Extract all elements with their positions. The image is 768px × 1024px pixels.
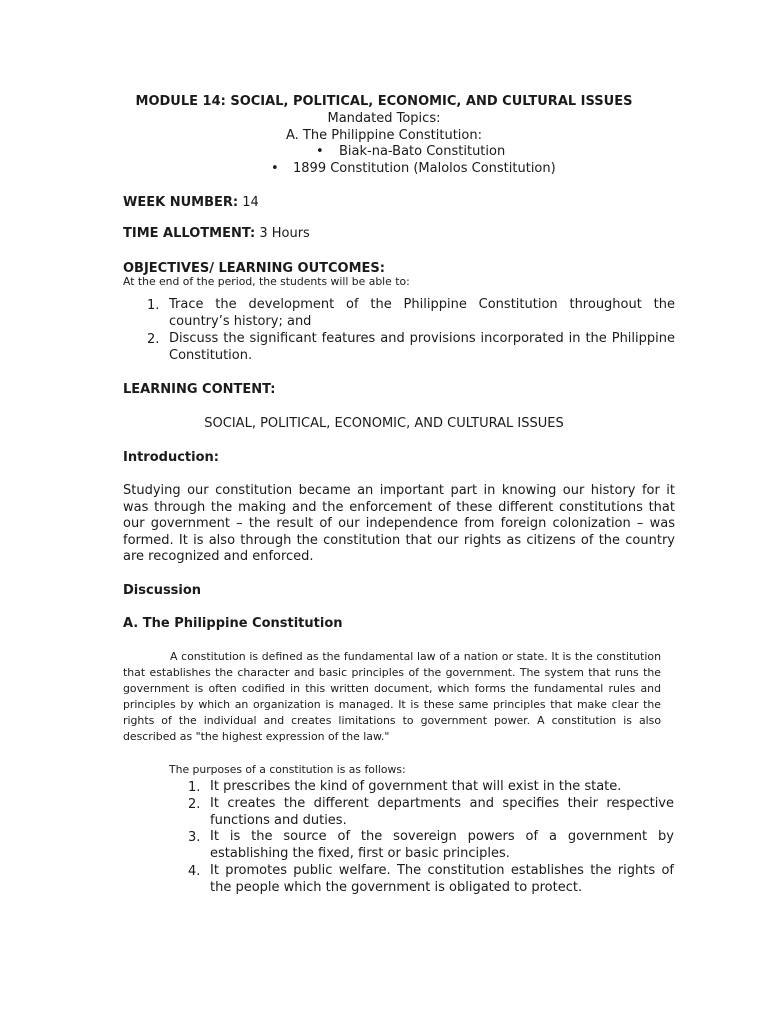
purposes-intro: The purposes of a constitution is as follows: <box>169 763 406 776</box>
list-number: 2. <box>188 797 201 812</box>
objective-1-text: Trace the development of the Philippine Constitution throughout the country’s history; and <box>169 297 675 329</box>
purpose-3-text: It is the source of the sovereign powers of a government by establishing the fixed, first or basic principles. <box>210 829 674 861</box>
mandated-topics-label: Mandated Topics: <box>327 111 441 126</box>
list-number: 1. <box>188 780 201 795</box>
week-number-label: WEEK NUMBER: <box>123 195 239 210</box>
section-a-heading: A. The Philippine Constitution <box>123 616 343 631</box>
objective-2-text: Discuss the significant features and provisions incorporated in the Philippine Constitution. <box>169 331 675 363</box>
module-title: MODULE 14: SOCIAL, POLITICAL, ECONOMIC, AND CULTURAL ISSUES <box>135 94 633 109</box>
bullet-icon: • <box>271 161 279 176</box>
list-number: 2. <box>147 332 160 347</box>
list-number: 1. <box>147 298 160 313</box>
topic-a-label: A. The Philippine Constitution: <box>285 128 482 143</box>
objectives-intro: At the end of the period, the students will be able to: <box>123 275 410 288</box>
constitution-definition-paragraph: A constitution is defined as the fundamental law of a nation or state. It is the constitution that establishes the character and basic principles of the government. The system that runs the government is often codified in this written document, which forms the fundamental rules and principles by which an organization is managed. It is these same principles that make clear the rights of the individual and creates limitations to government power. A constitution is also described as "the highest expression of the law." <box>123 650 661 743</box>
learning-content-subtitle: SOCIAL, POLITICAL, ECONOMIC, AND CULTURAL ISSUES <box>204 416 564 431</box>
week-number-value: 14 <box>238 195 259 210</box>
bullet-icon: • <box>316 144 324 159</box>
topic-bullet-2: 1899 Constitution (Malolos Constitution) <box>293 161 556 176</box>
introduction-heading: Introduction: <box>123 450 219 465</box>
purpose-2-text: It creates the different departments and specifies their respective functions and duties. <box>210 796 674 828</box>
list-number: 3. <box>188 830 201 845</box>
purpose-4-text: It promotes public welfare. The constitution establishes the rights of the people which the government is obligated to protect. <box>210 863 674 895</box>
list-number: 4. <box>188 864 201 879</box>
discussion-heading: Discussion <box>123 583 202 598</box>
time-allotment-label: TIME ALLOTMENT: <box>123 226 256 241</box>
objectives-heading: OBJECTIVES/ LEARNING OUTCOMES: <box>123 261 385 276</box>
topic-bullet-1: Biak-na-Bato Constitution <box>339 144 506 159</box>
learning-content-heading: LEARNING CONTENT: <box>123 382 276 397</box>
time-allotment-value: 3 Hours <box>255 226 310 241</box>
purpose-1-text: It prescribes the kind of government that will exist in the state. <box>210 779 622 794</box>
introduction-body: Studying our constitution became an important part in knowing our history for it was through the making and the enforcement of these different constitutions that our government – the result of our independence from foreign colonization – was formed. It is also through the constitution that our rights as citizens of the country are recognized and enforced. <box>123 483 675 564</box>
week-number-line <box>123 194 259 211</box>
time-allotment-line <box>123 225 310 242</box>
